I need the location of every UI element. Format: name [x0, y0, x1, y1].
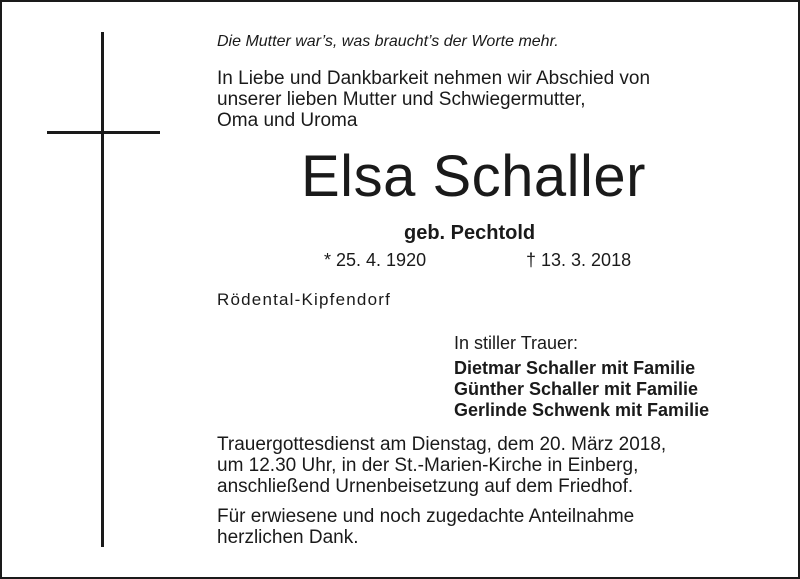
motto: Die Mutter war’s, was braucht’s der Worte mehr. [217, 33, 559, 50]
intro-text [217, 68, 650, 131]
service-line: Trauergottesdienst am Dienstag, dem 20. März 2018, [217, 434, 667, 455]
death-date: † 13. 3. 2018 [526, 250, 632, 270]
cross-horizontal-bar [47, 131, 160, 134]
born-name: geb. Pechtold [404, 222, 536, 244]
mourner-name: Dietmar Schaller mit Familie [454, 358, 696, 378]
mourner-name: Gerlinde Schwenk mit Familie [454, 400, 710, 420]
service-line: um 12.30 Uhr, in der St.-Marien-Kirche in Einberg, [217, 455, 639, 476]
intro-line: Oma und Uroma [217, 110, 358, 131]
mourners-list [454, 358, 709, 421]
place-name: Rödental-Kipfendorf [217, 290, 392, 309]
deceased-name: Elsa Schaller [301, 144, 646, 209]
cross-vertical-bar [101, 32, 104, 547]
mourner-name: Günther Schaller mit Familie [454, 379, 699, 399]
service-line: anschließend Urnenbeisetzung auf dem Friedhof. [217, 476, 634, 497]
intro-line: unserer lieben Mutter und Schwiegermutter, [217, 89, 586, 110]
mourning-label: In stiller Trauer: [454, 333, 579, 353]
thanks-line: herzlichen Dank. [217, 527, 359, 548]
thanks-line: Für erwiesene und noch zugedachte Anteilnahme [217, 506, 635, 527]
birth-date: * 25. 4. 1920 [324, 250, 427, 270]
service-info [217, 434, 666, 497]
thanks-text [217, 506, 634, 548]
intro-line: In Liebe und Dankbarkeit nehmen wir Abschied von [217, 68, 651, 89]
